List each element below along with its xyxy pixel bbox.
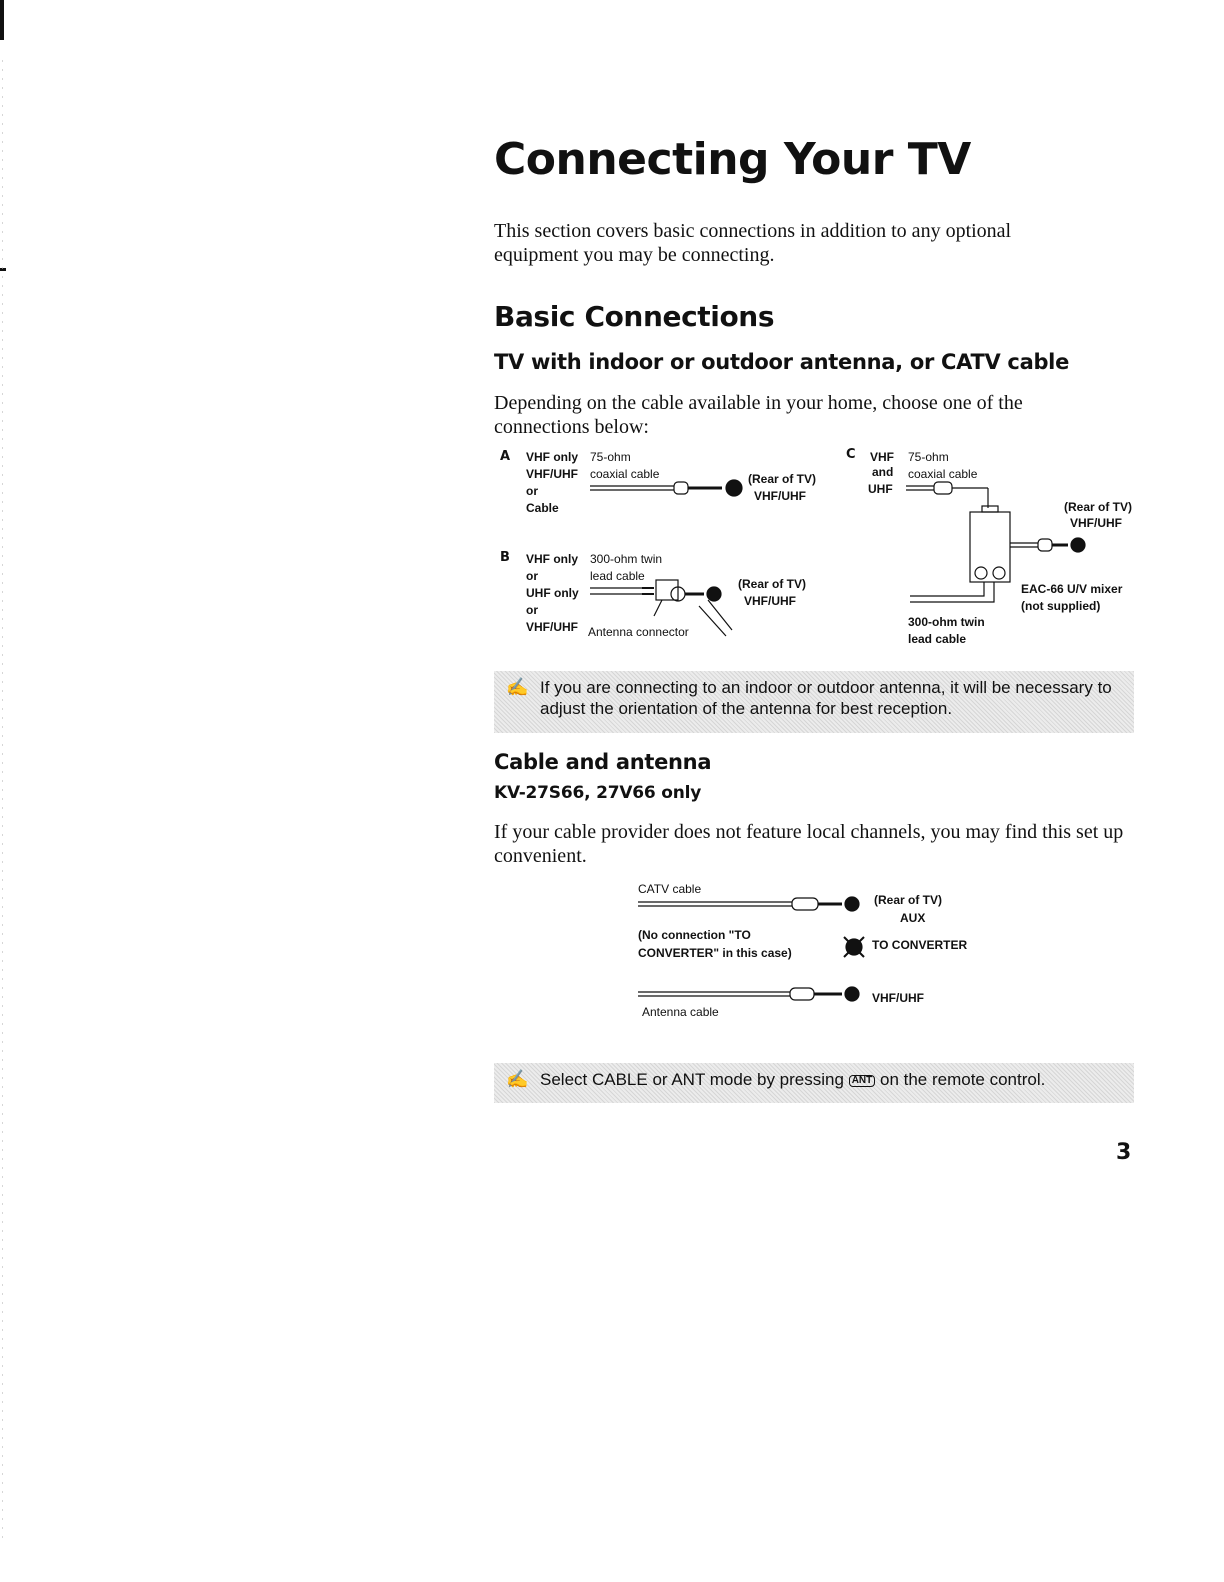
rear-of-tv-label: (Rear of TV) <box>874 893 943 907</box>
c-twin-label: 300-ohm twin <box>908 615 985 629</box>
subsection-cable-antenna-text: If your cable provider does not feature local channels, you may find this set up convenient. <box>494 821 1124 867</box>
c-source-label: VHF <box>870 450 894 464</box>
b-input-label: VHF/UHF <box>744 594 796 608</box>
c-input-label: VHF/UHF <box>1070 516 1122 530</box>
a-cable-label: 75-ohm <box>590 450 631 464</box>
b-cable-label: 300-ohm twin <box>590 552 663 566</box>
page-number: 3 <box>1116 1140 1132 1165</box>
c-twin-label: lead cable <box>908 632 967 646</box>
to-converter-label: TO CONVERTER <box>872 938 968 952</box>
no-connection-note: CONVERTER" in this case) <box>638 946 792 960</box>
a-source-label: Cable <box>526 501 559 515</box>
note-text <box>540 1069 1126 1090</box>
b-source-label: VHF only <box>526 552 579 566</box>
subsection-title-antenna: TV with indoor or outdoor antenna, or CATV cable <box>494 350 1070 374</box>
cable-antenna-diagram <box>630 878 990 1028</box>
no-connection-note: (No connection "TO <box>638 928 751 942</box>
scan-edge-dots <box>2 60 3 1540</box>
b-rear-label: (Rear of TV) <box>738 577 807 591</box>
b-source-label: UHF only <box>526 586 579 600</box>
antenna-cable-label: Antenna cable <box>642 1005 719 1019</box>
note-antenna-orientation <box>494 671 1134 733</box>
note-text: If you are connecting to an indoor or outdoor antenna, it will be necessary to adjust the orientation of the antenna for best reception. <box>540 678 1112 718</box>
a-rear-label: (Rear of TV) <box>748 472 817 486</box>
note-text-before: Select CABLE or ANT mode by pressing <box>540 1070 844 1089</box>
section-title-basic-connections: Basic Connections <box>494 300 775 333</box>
model-applicability: KV-27S66, 27V66 only <box>494 783 702 803</box>
subsection-title-cable-antenna: Cable and antenna <box>494 750 712 774</box>
b-connector-label: Antenna connector <box>588 625 689 639</box>
c-mixer-label: EAC-66 U/V mixer <box>1021 582 1123 596</box>
connection-diagram-abc <box>494 448 1134 648</box>
a-input-label: VHF/UHF <box>754 489 806 503</box>
c-source-label: UHF <box>868 482 893 496</box>
note-pencil-icon: ✍ <box>506 677 529 697</box>
b-source-label: or <box>526 569 538 583</box>
b-source-label: or <box>526 603 538 617</box>
scan-edge-mark <box>0 0 4 40</box>
a-source-label: VHF only <box>526 450 579 464</box>
note-text-after: on the remote control. <box>879 1070 1046 1089</box>
diagram-letter-b: B <box>500 550 510 565</box>
note-cable-ant-mode <box>494 1063 1134 1103</box>
ant-button-icon: ANT <box>849 1075 876 1087</box>
page-title: Connecting Your TV <box>494 134 971 185</box>
diagram-letter-a: A <box>500 449 511 464</box>
c-cable-label: coaxial cable <box>908 467 978 481</box>
a-cable-label: coaxial cable <box>590 467 660 481</box>
c-cable-label: 75-ohm <box>908 450 949 464</box>
c-mixer-label: (not supplied) <box>1021 599 1101 613</box>
scan-edge-mark-2 <box>0 268 6 271</box>
c-source-label: and <box>872 465 894 479</box>
subsection-antenna-text: Depending on the cable available in your home, choose one of the connections below: <box>494 392 1023 438</box>
diagram-letter-c: C <box>846 447 856 462</box>
intro-paragraph: This section covers basic connections in addition to any optional equipment you may be connecting. <box>494 220 1012 266</box>
a-source-label: or <box>526 484 538 498</box>
vhf-uhf-label: VHF/UHF <box>872 991 924 1005</box>
catv-cable-label: CATV cable <box>638 882 702 896</box>
c-rear-label: (Rear of TV) <box>1064 500 1133 514</box>
a-source-label: VHF/UHF <box>526 467 578 481</box>
aux-input-label: AUX <box>900 911 926 925</box>
note-pencil-icon: ✍ <box>506 1069 529 1089</box>
b-source-label: VHF/UHF <box>526 620 578 634</box>
b-cable-label: lead cable <box>590 569 645 583</box>
